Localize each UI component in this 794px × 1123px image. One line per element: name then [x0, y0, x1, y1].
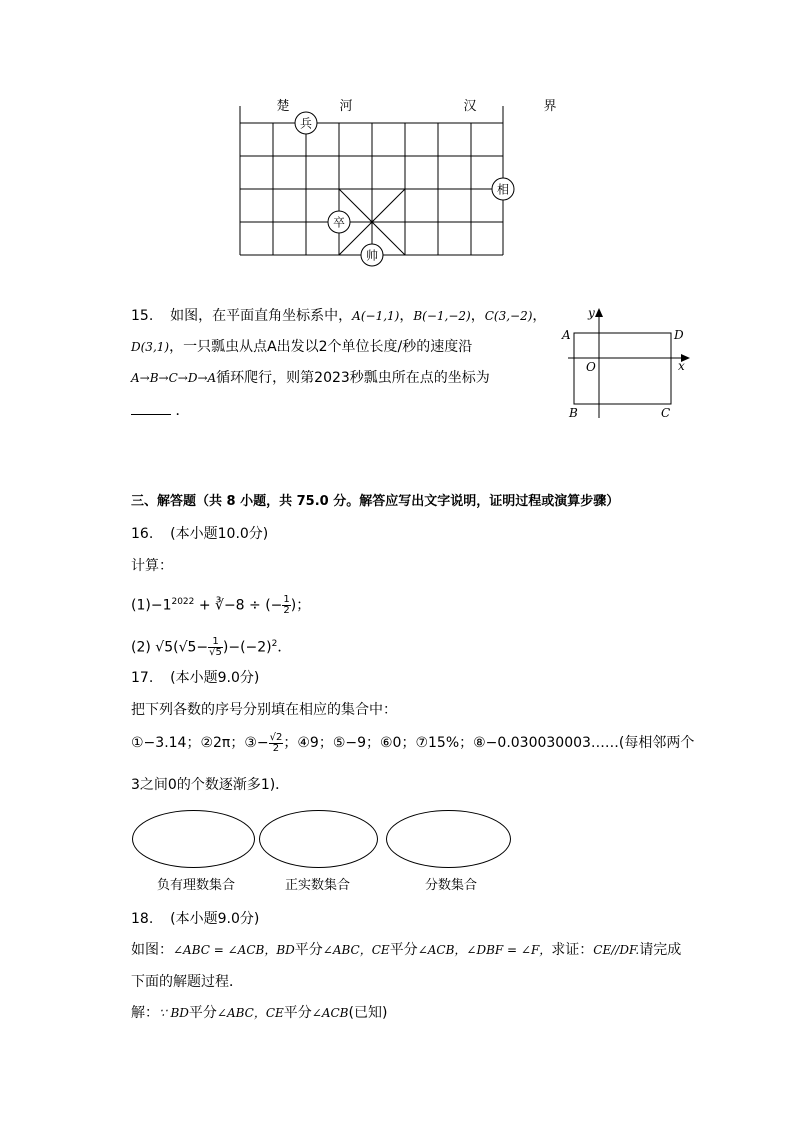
piece-zu	[328, 211, 350, 233]
q18-line1: 如图：∠ABC = ∠ACB，BD平分∠ABC，CE平分∠ACB，∠DBF = ∠F，求证：CE//DF.请完成	[131, 942, 682, 958]
piece-bing	[295, 112, 317, 134]
river-char-3: 汉	[463, 99, 477, 114]
river-char-4: 界	[543, 99, 557, 114]
vertex-d-label: D	[674, 328, 684, 342]
set-label-positive-real: 正实数集合	[285, 878, 351, 893]
set-ellipse-fraction[interactable]	[386, 810, 511, 868]
q15-line1: 15. 如图，在平面直角坐标系中，A(−1,1)，B(−1,−2)，C(3,−2)，	[131, 308, 547, 324]
q15-line2	[131, 337, 472, 357]
fraction: $\frac{√2}{2}$	[269, 731, 283, 754]
set-ellipse-negative-rational[interactable]	[132, 810, 255, 868]
q15-line4: ．	[131, 400, 189, 421]
q15-line3-text: 循环爬行，则第2023秒瓢虫所在点的坐标为	[216, 370, 490, 386]
origin-label: O	[586, 360, 596, 374]
q18-line2: 下面的解题过程．	[131, 974, 243, 990]
river-char-2: 河	[339, 99, 353, 114]
q17-number: 17.	[131, 670, 154, 686]
q16-header	[131, 524, 268, 544]
piece-zu-label: 卒	[332, 215, 346, 230]
q16-part2: (2) √5(√5− $\frac{1}{√5}$ )$-(-2)^2$．	[131, 636, 292, 659]
q16-instruction: 计算：	[131, 558, 173, 574]
q15-point-b: B(−1,−2)	[413, 309, 471, 323]
piece-shuai-label: 帅	[365, 248, 379, 263]
set-label-fraction: 分数集合	[425, 878, 478, 893]
vertex-b-label: B	[569, 406, 578, 420]
axis-y-label: y	[588, 306, 595, 320]
piece-xiang-label: 相	[496, 182, 510, 197]
piece-shuai	[361, 244, 383, 266]
q15-line2-text: ，一只瓢虫从点A出发以2个单位长度/秒的速度沿	[169, 339, 473, 355]
q18-line3: 解：∵ BD平分∠ABC，CE平分∠ACB(已知)	[131, 1005, 388, 1021]
q17-items-line2: 3之间0的个数逐渐多1)．	[131, 777, 290, 793]
q18-header	[131, 909, 259, 929]
fraction: $\frac{1}{2}$	[283, 594, 290, 617]
q18-number: 18.	[131, 911, 154, 927]
q15-number: 15.	[131, 308, 154, 324]
q17-items: ①−3.14；②2π；③− $\frac{√2}{2}$ ；④9；⑤−9；⑥0；⑦15%；⑧−0.030030003……(每相邻两个	[131, 731, 695, 754]
vertex-a-label: A	[562, 328, 571, 342]
q15-line3	[131, 368, 490, 388]
q16-points: (本小题10.0分)	[170, 526, 269, 542]
piece-bing-label: 兵	[299, 116, 313, 131]
piece-xiang	[492, 178, 514, 200]
q17-points: (本小题9.0分)	[170, 670, 260, 686]
q17-instruction: 把下列各数的序号分别填在相应的集合中：	[131, 702, 397, 718]
river-char-1: 楚	[276, 99, 290, 114]
q17-header	[131, 668, 259, 688]
set-ellipse-positive-real[interactable]	[259, 810, 378, 868]
q15-point-c: C(3,−2)	[484, 309, 533, 323]
answer-blank	[131, 400, 171, 415]
q15-intro: 如图，在平面直角坐标系中，	[170, 308, 353, 324]
q18-points: (本小题9.0分)	[170, 911, 260, 927]
set-label-negative-rational: 负有理数集合	[157, 878, 236, 893]
q15-point-a: A(−1,1)	[352, 309, 400, 323]
fraction: $\frac{1}{√5}$	[209, 636, 222, 659]
axis-x-label: x	[678, 359, 685, 373]
q16-part1: $(1)-1^{2022}$ + ∛−8 ÷ (− $\frac{1}{2}$ )；	[131, 594, 311, 617]
section-heading: 三、解答题（共 8 小题，共 75.0 分。解答应写出文字说明，证明过程或演算步骤）	[131, 494, 620, 509]
vertex-c-label: C	[661, 406, 671, 420]
q16-number: 16.	[131, 526, 154, 542]
q15-point-d: D(3,1)	[131, 340, 170, 354]
q15-path: A→B→C→D→A	[131, 371, 217, 385]
chess-board-figure	[230, 92, 560, 267]
q15-coordinate-figure	[560, 306, 700, 422]
